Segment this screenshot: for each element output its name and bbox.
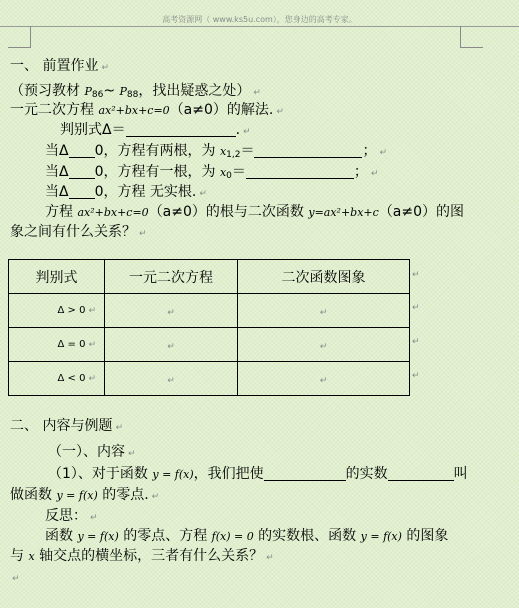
crop-mark-right-horizontal <box>461 47 483 48</box>
zero-definition-line1: （1）、对于函数 y = f(x)，我们把使 的实数 叫 <box>48 466 468 482</box>
row-label: Δ = 0 ↵ <box>9 328 105 362</box>
row-end-mark: ↵ <box>412 337 420 347</box>
zero-condition-blank[interactable] <box>264 467 346 481</box>
paragraph-mark: ↵ <box>12 574 20 584</box>
case-no-root: 当Δ 0，方程 无实根. ↵ <box>45 184 207 200</box>
reflection-question-line1: 函数 y = f(x) 的零点、方程 f(x) = 0 的实数根、函数 y = f(x) 的图象 <box>45 528 449 544</box>
reflection-question-line2: 与 x 轴交点的横坐标，三者有什么关系？ ↵ <box>10 548 274 564</box>
row-label: Δ > 0 ↵ <box>9 294 105 328</box>
discriminant-blank[interactable] <box>126 123 236 137</box>
preview-note: （预习教材 $P_{86}\sim$ $P_{88}$，找出疑惑之处） ↵ <box>10 83 261 100</box>
section2-heading: 二、 内容与例题 ↵ <box>10 418 123 434</box>
case3-blank[interactable] <box>69 185 95 199</box>
relation-question-line2: 象之间有什么关系？ ↵ <box>10 224 147 240</box>
table-cell[interactable]: ↵ <box>238 328 410 362</box>
row-end-mark: ↵ <box>412 371 420 381</box>
row-label: Δ < 0 ↵ <box>9 362 105 396</box>
table-cell[interactable]: ↵ <box>238 362 410 396</box>
section1-heading: 一、 前置作业 ↵ <box>10 58 109 74</box>
table-header-row <box>9 260 410 294</box>
table-row <box>9 328 410 362</box>
table-header-discriminant: 判别式 <box>9 260 105 294</box>
table-cell[interactable]: ↵ <box>105 294 238 328</box>
crop-mark-left-vertical <box>30 26 31 48</box>
table-row <box>9 294 410 328</box>
case2-blank[interactable] <box>69 165 95 179</box>
row-end-mark: ↵ <box>412 303 420 313</box>
crop-mark-right-vertical <box>460 26 461 48</box>
table-header-equation: 一元二次方程 <box>105 260 238 294</box>
table-cell[interactable]: ↵ <box>238 294 410 328</box>
table-cell[interactable]: ↵ <box>105 362 238 396</box>
page-header-text: 高考资源网（ www.ks5u.com），您身边的高考专家。 <box>162 15 357 24</box>
case-two-roots: 当Δ 0，方程有两根，为 $x_{1,2}=$ ； ↵ <box>45 143 388 160</box>
zero-variable-blank[interactable] <box>388 467 454 481</box>
case-one-root: 当Δ 0，方程有一根，为 $x_0=$ ； ↵ <box>45 164 379 181</box>
reflection-label: 反思： ↵ <box>45 508 98 524</box>
quadratic-solution-line: 一元二次方程 ax²+bx+c=0（a≠0）的解法. ↵ <box>10 102 284 118</box>
subsection-content-heading: （一）、内容 ↵ <box>48 444 136 460</box>
case1-roots-blank[interactable] <box>254 144 362 158</box>
table-row <box>9 362 410 396</box>
table-header-graph: 二次函数图象 <box>238 260 410 294</box>
crop-mark-left-horizontal <box>8 47 30 48</box>
header-rule <box>0 26 519 27</box>
zero-definition-line2: 做函数 y = f(x) 的零点. ↵ <box>10 487 160 503</box>
case1-blank[interactable] <box>69 144 95 158</box>
case2-root-blank[interactable] <box>246 165 354 179</box>
row-end-mark: ↵ <box>412 270 420 280</box>
discriminant-line: 判别式Δ＝ . ↵ <box>60 122 251 138</box>
table-cell[interactable]: ↵ <box>105 328 238 362</box>
discriminant-table <box>8 259 410 396</box>
relation-question-line1: 方程 ax²+bx+c=0（a≠0）的根与二次函数 y=ax²+bx+c（a≠0）的图 <box>45 204 465 220</box>
